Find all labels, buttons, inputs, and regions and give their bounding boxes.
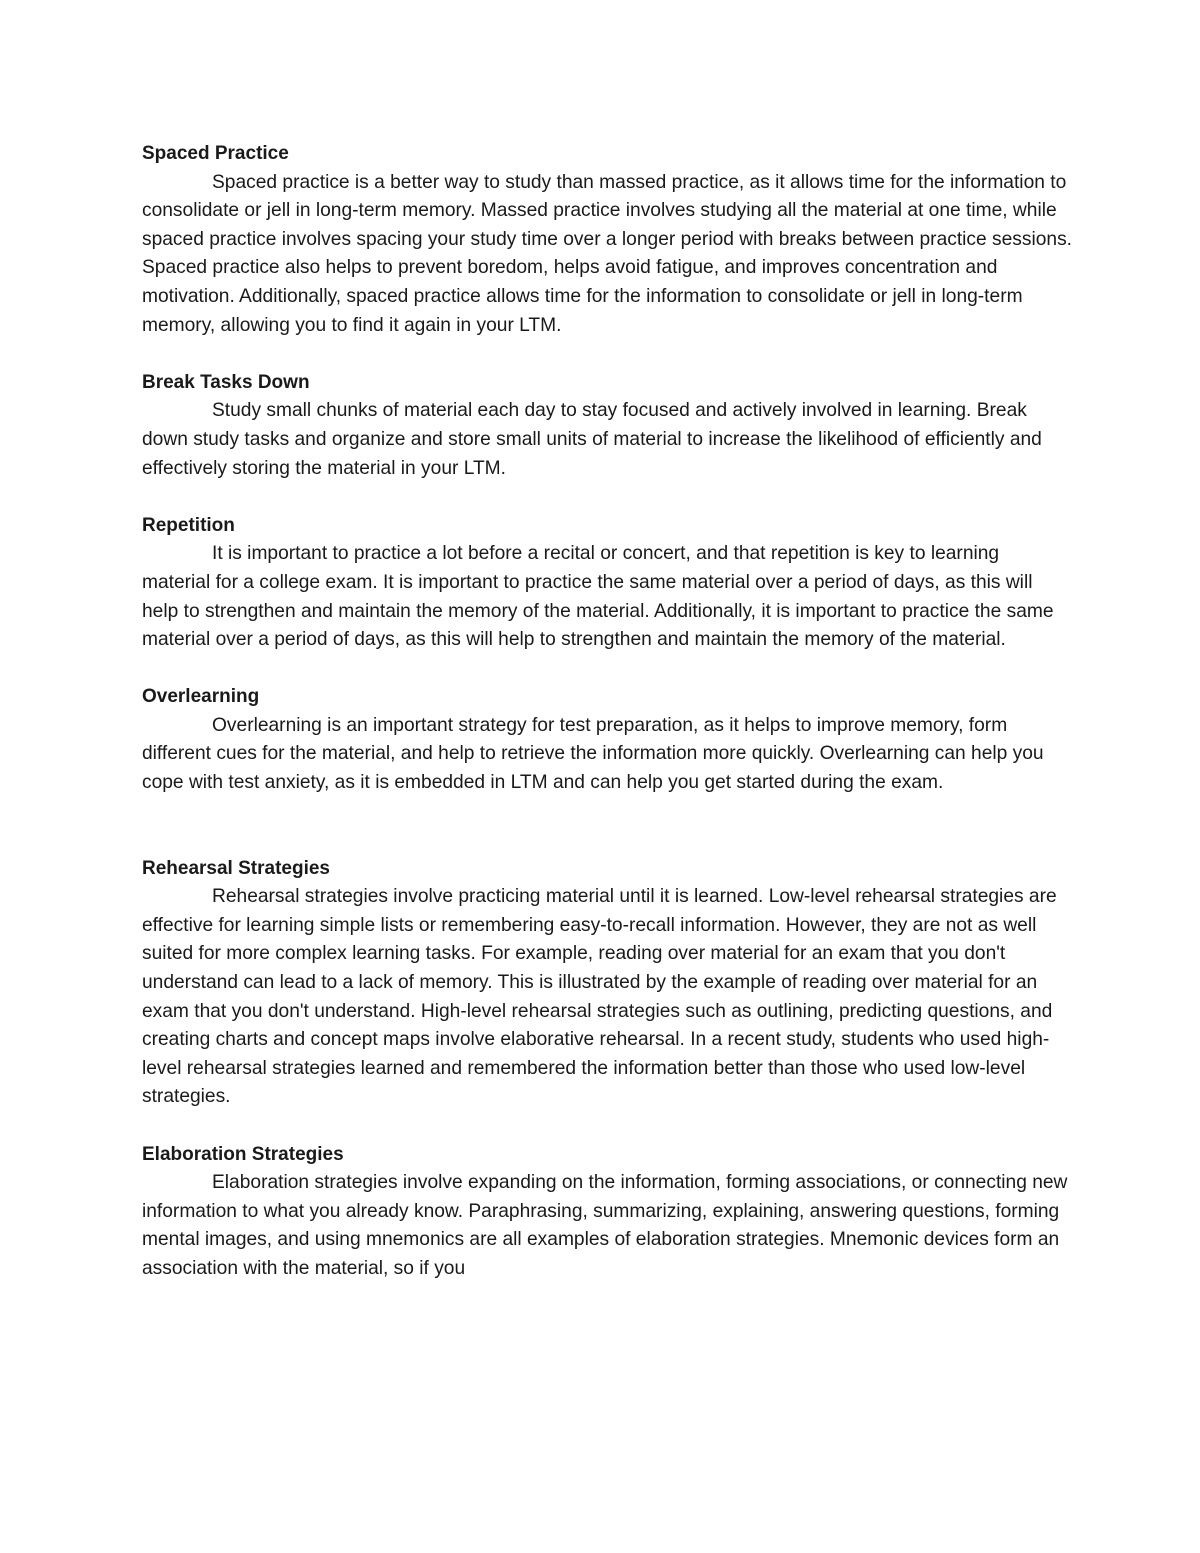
section-heading: Overlearning xyxy=(142,686,260,708)
section-body: Spaced practice is a better way to study than massed practice, as it allows time for the information to consolidate or jell in long-term memory. Massed practice involves studying all the material at one time, while spaced practice involves spacing your study time over a longer period with breaks between practice sessions. Spaced practice also helps to prevent boredom, helps avoid fatigue, and improves concentration and motivation. Additionally, spaced practice allows time for the information to consolidate or jell in long-term memory, allowing you to find it again in your LTM. xyxy=(142,171,1073,336)
paragraph-spacer xyxy=(142,1112,1072,1141)
section-heading: Repetition xyxy=(142,514,235,536)
section-body: It is important to practice a lot before a recital or concert, and that repetition is key to learning material for a college exam. It is important to practice the same material over a period of days, as this will help to strengthen and maintain the memory of the material. Additionally, it is important to practice the same material over a period of days, as this will help to strengthen and maintain the memory of the material. xyxy=(142,543,1054,651)
section-elaboration-strategies xyxy=(142,1141,1072,1284)
section-body: Study small chunks of material each day to stay focused and actively involved in learning. Break down study tasks and organize and store small units of material to increase the likelihood of efficiently and effectively storing the material in your LTM. xyxy=(142,400,1042,479)
section-spaced-practice xyxy=(142,140,1072,340)
section-break-tasks-down xyxy=(142,369,1072,483)
section-rehearsal-strategies xyxy=(142,855,1072,1112)
section-overlearning xyxy=(142,683,1072,797)
section-body: Overlearning is an important strategy for test preparation, as it helps to improve memory, form different cues for the material, and help to retrieve the information more quickly. Overlearning can help you cope with test anxiety, as it is embedded in LTM and can help you get started during the exam. xyxy=(142,714,1044,794)
paragraph-spacer xyxy=(142,798,1072,855)
section-body: Elaboration strategies involve expanding on the information, forming associations, or connecting new information to what you already know. Paraphrasing, summarizing, explaining, answering questions, forming mental images, and using mnemonics are all examples of elaboration strategies. Mnemonic devices form an association with the material, so if you xyxy=(142,1172,1068,1279)
section-heading: Elaboration Strategies xyxy=(142,1143,344,1165)
section-body: Rehearsal strategies involve practicing material until it is learned. Low-level rehearsal strategies are effective for learning simple lists or remembering easy-to-recall information. However, they are not as well suited for more complex learning tasks. For example, reading over material for an exam that you don't understand can lead to a lack of memory. This is illustrated by the example of reading over material for an exam that you don't understand. High-level rehearsal strategies such as outlining, predicting questions, and creating charts and concept maps involve elaborative rehearsal. In a recent study, students who used high-level rehearsal strategies learned and remembered the information better than those who used low-level strategies. xyxy=(142,886,1057,1108)
paragraph-spacer xyxy=(142,483,1072,512)
paragraph-spacer xyxy=(142,655,1072,684)
section-heading: Rehearsal Strategies xyxy=(142,857,330,879)
document-content xyxy=(142,140,1072,1284)
section-heading: Break Tasks Down xyxy=(142,371,310,393)
section-repetition xyxy=(142,512,1072,655)
section-heading: Spaced Practice xyxy=(142,143,289,164)
paragraph-spacer xyxy=(142,340,1072,369)
